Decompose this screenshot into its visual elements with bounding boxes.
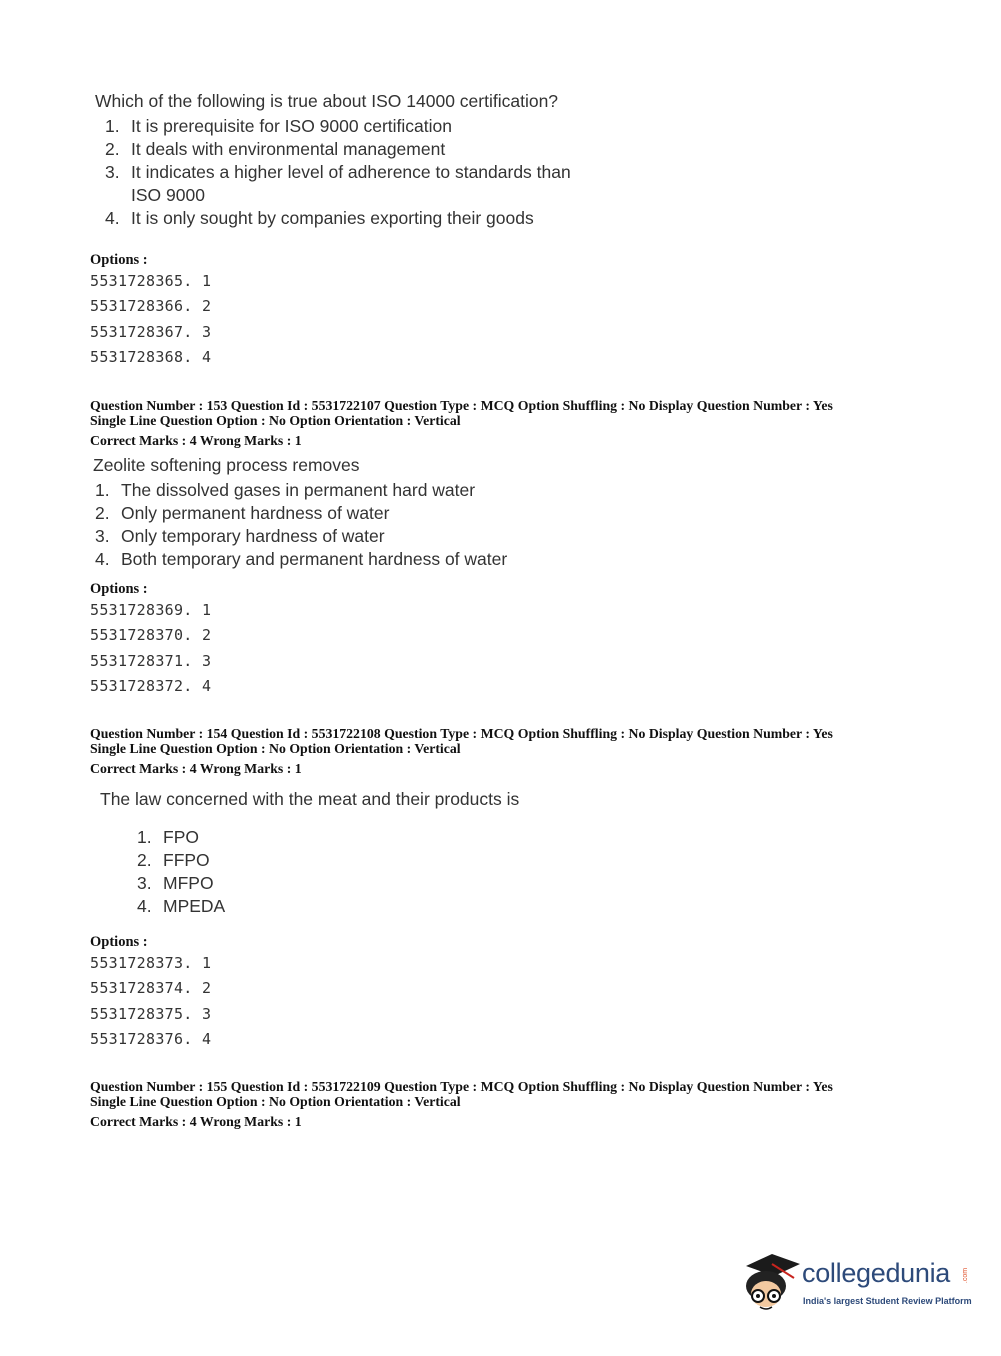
question-153-text xyxy=(93,454,573,571)
options-label: Options : xyxy=(90,252,148,268)
answer-item: 4. It is only sought by companies exporting their goods xyxy=(105,208,534,228)
option-row: 5531728372. 4 xyxy=(90,676,212,695)
meta-line: Question Number : 155 Question Id : 5531722109 Question Type : MCQ Option Shuffling : No Display Question Number : Yes xyxy=(90,1079,833,1094)
question-153-meta xyxy=(90,398,910,448)
marks-line: Correct Marks : 4 Wrong Marks : 1 xyxy=(90,433,302,448)
option-row: 5531728370. 2 xyxy=(90,626,212,645)
marks-line: Correct Marks : 4 Wrong Marks : 1 xyxy=(90,761,302,776)
answer-list xyxy=(100,826,580,918)
options-152 xyxy=(90,252,211,370)
answer-item: 2. It deals with environmental management xyxy=(105,139,446,159)
answer-item: 3. It indicates a higher level of adherence to standards than ISO 9000 xyxy=(105,162,571,205)
option-row: 5531728365. 1 xyxy=(90,272,212,290)
option-row: 5531728374. 2 xyxy=(90,979,212,998)
question-stem: Which of the following is true about ISO 14000 certification? xyxy=(95,91,559,111)
meta-line: Single Line Question Option : No Option Orientation : Vertical xyxy=(90,741,461,756)
meta-line: Question Number : 154 Question Id : 5531722108 Question Type : MCQ Option Shuffling : No Display Question Number : Yes xyxy=(90,726,833,741)
answer-item: 1. The dissolved gases in permanent hard water xyxy=(95,480,476,500)
meta-line: Question Number : 153 Question Id : 5531722107 Question Type : MCQ Option Shuffling : No Display Question Number : Yes xyxy=(90,398,833,413)
question-154-meta xyxy=(90,726,910,776)
answer-item: 1. It is prerequisite for ISO 9000 certification xyxy=(105,116,452,136)
option-row: 5531728371. 3 xyxy=(90,651,212,670)
question-152-text xyxy=(95,90,595,230)
logo-tagline: India's largest Student Review Platform xyxy=(803,1296,972,1306)
meta-line: Single Line Question Option : No Option Orientation : Vertical xyxy=(90,413,461,428)
options-label: Options : xyxy=(90,934,148,950)
answer-item: 2. FFPO xyxy=(137,850,210,870)
marks-line: Correct Marks : 4 Wrong Marks : 1 xyxy=(90,1114,302,1129)
answer-item: 4. Both temporary and permanent hardness of water xyxy=(95,549,508,569)
mascot-icon xyxy=(742,1250,804,1320)
options-153 xyxy=(90,581,211,699)
option-row: 5531728368. 4 xyxy=(90,347,212,366)
option-row: 5531728375. 3 xyxy=(90,1004,212,1023)
collegedunia-logo[interactable] xyxy=(742,1250,972,1320)
options-154 xyxy=(90,934,211,1052)
answer-item: 4. MPEDA xyxy=(137,896,226,916)
options-label: Options : xyxy=(90,581,148,597)
answer-item: 2. Only permanent hardness of water xyxy=(95,503,390,523)
logo-wordmark: collegedunia xyxy=(802,1258,951,1288)
option-row: 5531728366. 2 xyxy=(90,297,212,316)
question-154-text xyxy=(100,788,580,918)
answer-list xyxy=(95,115,595,230)
option-row: 5531728369. 1 xyxy=(90,601,212,619)
option-row: 5531728367. 3 xyxy=(90,322,212,341)
option-row: 5531728373. 1 xyxy=(90,954,212,972)
question-155-meta xyxy=(90,1079,910,1129)
answer-list xyxy=(93,479,573,571)
question-stem: The law concerned with the meat and their products is xyxy=(100,789,520,809)
meta-line: Single Line Question Option : No Option Orientation : Vertical xyxy=(90,1094,461,1109)
option-row: 5531728376. 4 xyxy=(90,1029,212,1048)
logo-com: .com xyxy=(962,1267,970,1284)
answer-item: 1. FPO xyxy=(137,827,199,847)
answer-item: 3. MFPO xyxy=(137,873,214,893)
question-stem: Zeolite softening process removes xyxy=(93,455,360,475)
answer-item: 3. Only temporary hardness of water xyxy=(95,526,385,546)
